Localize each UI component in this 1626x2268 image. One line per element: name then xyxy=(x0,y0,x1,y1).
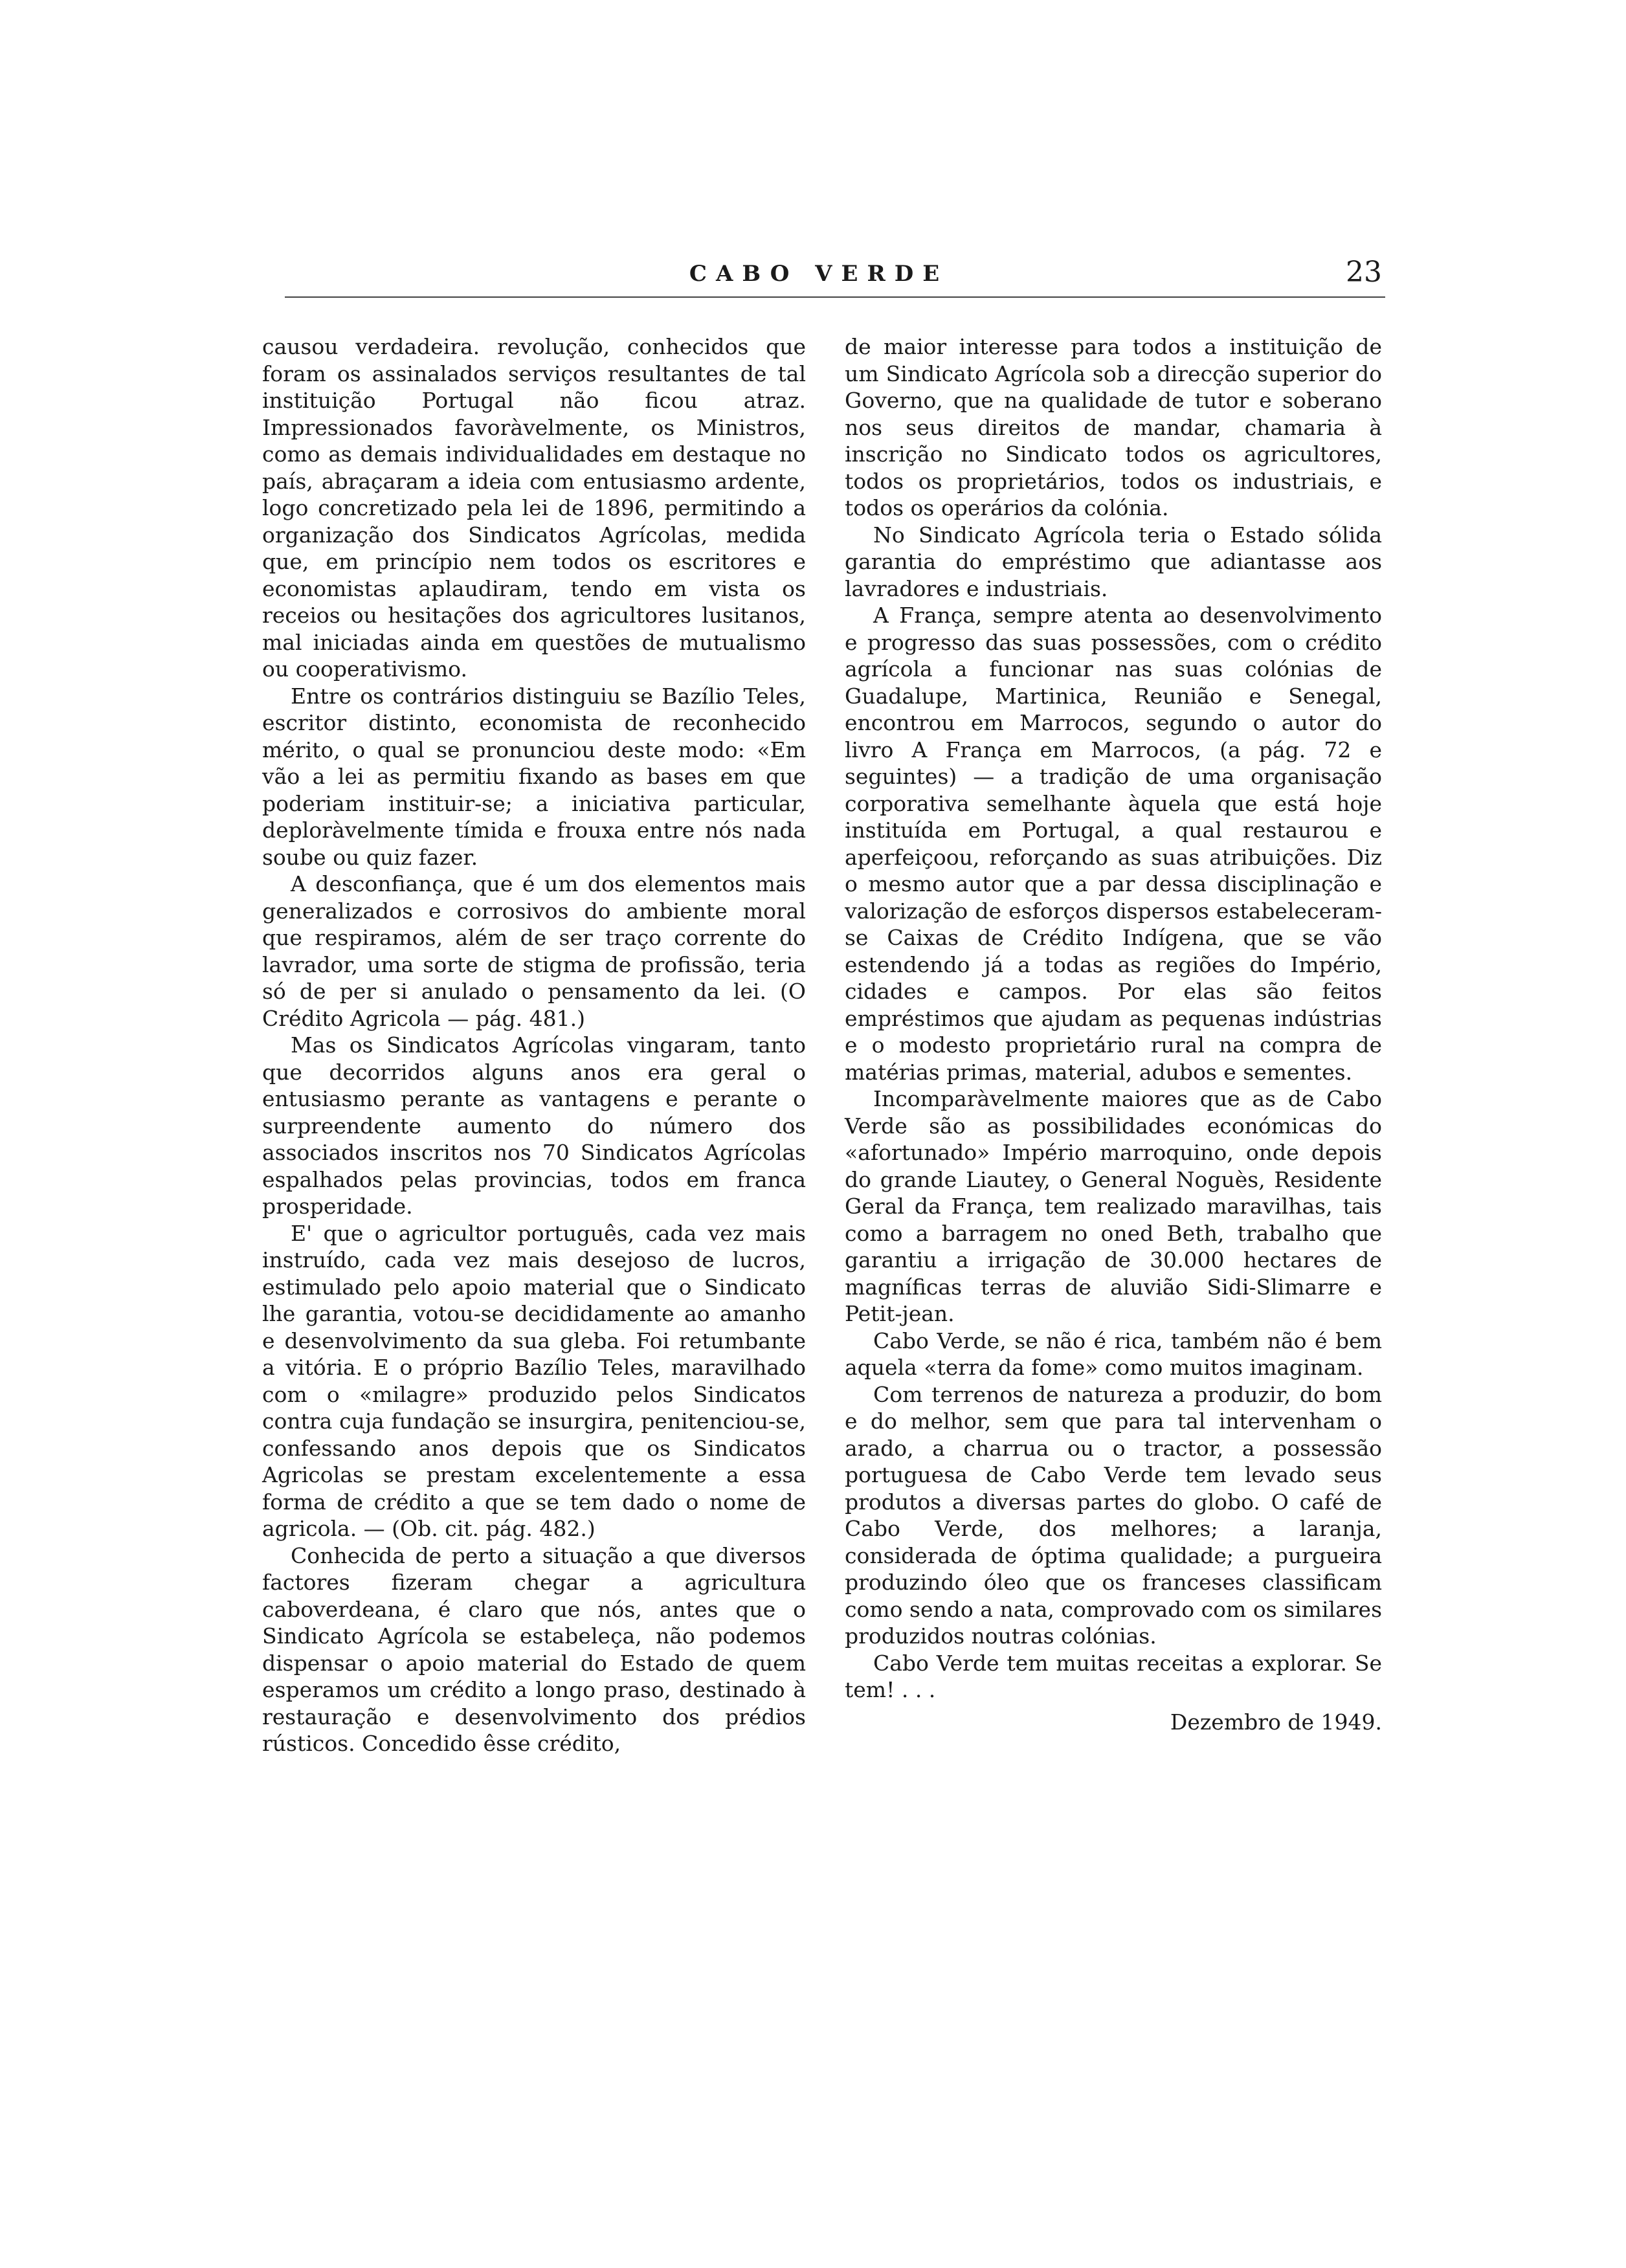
paragraph: Cabo Verde tem muitas receitas a explorar. Se tem! . . . xyxy=(845,1650,1382,1702)
paragraph: Com terrenos de natureza a produzir, do bom e do melhor, sem que para tal intervenham o arado, a charrua ou o tractor, a possessão portuguesa de Cabo Verde tem levado seus produtos a diversas partes do globo. O café de Cabo Verde, dos melhores; a laranja, considerada de óptima qualidade; a purgueira produzindo óleo que os franceses classificam como sendo a nata, comprovado com os similares produzidos noutras colónias. xyxy=(845,1381,1382,1649)
paragraph: No Sindicato Agrícola teria o Estado sólida garantia do empréstimo que adiantasse aos lavradores e industriais. xyxy=(845,522,1382,601)
running-head: CABO VERDE xyxy=(689,261,949,287)
right-column xyxy=(845,333,1382,1735)
paragraph: de maior interesse para todos a instituição de um Sindicato Agrícola sob a direcção superior do Governo, que na qualidade de tutor e soberano nos seus direitos de mandar, chamaria à inscrição no Sindicato todos os agricultores, todos os proprietários, todos os industriais, e todos os operários da colónia. xyxy=(845,334,1382,520)
paragraph: Incomparàvelmente maiores que as de Cabo Verde são as possibilidades económicas do «afortunado» Império marroquino, onde depois do grande Liautey, o General Noguès, Residente Geral da França, tem realizado maravilhas, tais como a barragem no oned Beth, trabalho que garantiu a irrigação de 30.000 hectares de magníficas terras de aluvião Sidi-Slimarre e Petit-jean. xyxy=(845,1086,1382,1326)
page-number: 23 xyxy=(1346,256,1382,289)
page-header xyxy=(256,256,1382,301)
paragraph: Entre os contrários distinguiu se Bazílio Teles, escritor distinto, economista de reconhecido mérito, o qual se pronunciou deste modo: «Em vão a lei as permitiu fixando as bases em que poderiam instituir-se; a iniciativa particular, deploràvelmente tímida e frouxa entre nós nada soube ou quiz fazer. xyxy=(262,683,806,870)
paragraph: E' que o agricultor português, cada vez mais instruído, cada vez mais desejoso de lucros, estimulado pelo apoio material que o Sindicato lhe garantia, votou-se decididamente ao amanho e desenvolvimento da sua gleba. Foi retumbante a vitória. E o próprio Bazílio Teles, maravilhado com o «milagre» produzido pelos Sindicatos contra cuja fundação se insurgira, penitenciou-se, confessando anos depois que os Sindicatos Agricolas se prestam excelentemente a essa forma de crédito a que se tem dado o nome de agricola. — (Ob. cit. pág. 482.) xyxy=(262,1220,806,1541)
left-column xyxy=(262,333,806,1757)
paragraph: Cabo Verde, se não é rica, também não é bem aquela «terra da fome» como muitos imaginam. xyxy=(845,1328,1382,1380)
paragraph: A desconfiança, que é um dos elementos mais generalizados e corrosivos do ambiente moral que respiramos, além de ser traço corrente do lavrador, uma sorte de stigma de profissão, teria só de per si anulado o pensamento da lei. (O Crédito Agricola — pág. 481.) xyxy=(262,871,806,1031)
paragraph: Conhecida de perto a situação a que diversos factores fizeram chegar a agricultura caboverdeana, é claro que nós, antes que o Sindicato Agrícola se estabeleça, não podemos dispensar o apoio material do Estado de quem esperamos um crédito a longo praso, destinado à restauração e desenvolvimento dos prédios rústicos. Concedido êsse crédito, xyxy=(262,1542,806,1756)
paragraph: Mas os Sindicatos Agrícolas vingaram, tanto que decorridos alguns anos era geral o entusiasmo perante as vantagens e perante o surpreendente aumento do número dos associados inscritos nos 70 Sindicatos Agrícolas espalhados pelas provincias, todos em franca prosperidade. xyxy=(262,1032,806,1219)
paragraph: A França, sempre atenta ao desenvolvimento e progresso das suas possessões, com o crédito agrícola a funcionar nas suas colónias de Guadalupe, Martinica, Reunião e Senegal, encontrou em Marrocos, segundo o autor do livro A França em Marrocos, (a pág. 72 e seguintes) — a tradição de uma organisação corporativa semelhante àquela que está hoje instituída em Portugal, a qual restaurou e aperfeiçoou, reforçando as suas atribuições. Diz o mesmo autor que a par dessa disciplinação e valorização de esforços dispersos estabeleceram-se Caixas de Crédito Indígena, que se vão estendendo já a todas as regiões do Império, cidades e campos. Por elas são feitos empréstimos que ajudam as pequenas indústrias e o modesto proprietário rural na compra de matérias primas, material, adubos e sementes. xyxy=(845,603,1382,1085)
header-rule xyxy=(285,296,1385,298)
dateline: Dezembro de 1949. xyxy=(1170,1709,1382,1735)
paragraph: causou verdadeira. revolução, conhecidos que foram os assinalados serviços resultantes de tal instituição Portugal não ficou atraz. Impressionados favoràvelmente, os Ministros, como as demais individualidades em destaque no país, abraçaram a ideia com entusiasmo ardente, logo concretizado pela lei de 1896, permitindo a organização dos Sindicatos Agrícolas, medida que, em princípio nem todos os escritores e economistas aplaudiram, tendo em vista os receios ou hesitações dos agricultores lusitanos, mal iniciadas ainda em questões de mutualismo ou cooperativismo. xyxy=(262,334,806,682)
